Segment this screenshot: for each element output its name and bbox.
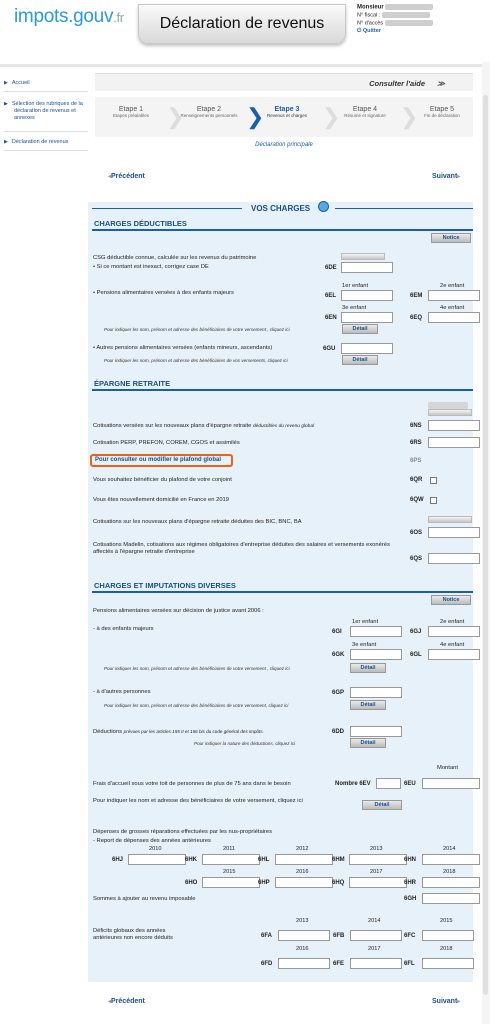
step-3: Etape 3 Revenus et charges	[266, 106, 308, 118]
input-6HM[interactable]	[349, 854, 407, 865]
page-title: Déclaration de revenus	[138, 4, 346, 44]
prev-button[interactable]: ◂Précédent	[108, 998, 145, 1005]
quit-link[interactable]: ⏻ Quitter	[357, 27, 381, 34]
detail-button[interactable]: Détail	[362, 800, 402, 810]
input-6OS[interactable]	[428, 527, 480, 538]
subnav-declaration[interactable]: Déclaration principale	[255, 142, 313, 148]
year-label: 2011	[223, 846, 236, 852]
section-vos-charges: VOS CHARGES	[247, 204, 314, 213]
section-title: CHARGES ET IMPUTATIONS DIVERSES	[94, 581, 236, 590]
input-6HK[interactable]	[202, 854, 260, 865]
input-6HO[interactable]	[202, 877, 260, 888]
chevron-down-icon: ≫	[437, 79, 445, 88]
field-code: 6HO	[185, 880, 198, 886]
detail-button[interactable]: Détail	[350, 700, 386, 710]
step-4: Etape 4 Résumé et signature	[344, 106, 386, 118]
prefilled-bar	[341, 253, 385, 260]
input-6FC[interactable]	[422, 930, 474, 941]
sidebar-item-accueil[interactable]: ▶ Accueil	[4, 80, 30, 86]
input-6DE[interactable]	[341, 262, 393, 273]
masked-value	[428, 402, 468, 409]
notice-button[interactable]: Notice	[431, 233, 471, 243]
user-info: Monsieur N° fiscal : N° d'accès ⏻ Quitter	[357, 4, 433, 35]
input-6GK[interactable]	[350, 649, 402, 660]
arrow-icon: ▶	[4, 80, 8, 86]
input-6FL[interactable]	[422, 958, 474, 969]
section-title: ÉPARGNE RETRAITE	[94, 379, 171, 388]
input-6EM[interactable]	[428, 290, 480, 301]
year-label: 2016	[296, 869, 309, 875]
step-5: Etape 5 Fin de déclaration	[424, 106, 460, 118]
field-code: 6HJ	[112, 857, 124, 863]
info-icon[interactable]	[318, 201, 329, 212]
input-6EN[interactable]	[341, 312, 393, 323]
detail-button[interactable]: Détail	[350, 738, 386, 748]
prefilled-bar	[428, 409, 472, 416]
input-6EQ[interactable]	[428, 312, 480, 323]
input-6FD[interactable]	[278, 958, 330, 969]
input-6GU[interactable]	[341, 343, 393, 354]
input-6HN[interactable]	[422, 854, 480, 865]
year-label: 2012	[296, 846, 309, 852]
section-title: CHARGES DÉDUCTIBLES	[94, 219, 187, 228]
field-code: 6FD	[261, 961, 273, 967]
field-code: 6HM	[332, 857, 345, 863]
year-label: 2014	[443, 846, 456, 852]
year-label: 2013	[370, 846, 383, 852]
arrow-icon: ▶	[4, 139, 8, 145]
input-6NS[interactable]	[428, 420, 480, 431]
step-2[interactable]: Etape 2 Renseignements personnels	[180, 106, 238, 118]
help-bar[interactable]: Consulter l'aide ≫	[95, 73, 473, 91]
detail-button[interactable]: Détail	[342, 355, 378, 365]
year-label: 2017	[370, 869, 383, 875]
prefilled-bar	[428, 516, 472, 523]
checkbox-6QW[interactable]	[430, 497, 437, 504]
sidebar-item-selection[interactable]: ▶ Sélection des rubriques de la déclaration de revenus et annexes	[4, 101, 83, 121]
plafond-global-link[interactable]: Pour consulter ou modifier le plafond global	[90, 454, 233, 467]
field-code: 6HR	[404, 880, 417, 886]
year-label: 2017	[368, 946, 381, 952]
field-code: 6FE	[333, 961, 345, 967]
year-label: 2015	[223, 869, 236, 875]
chevron-right-icon: ❯	[166, 104, 185, 129]
chevron-right-icon: ❯	[322, 104, 341, 129]
input-6FB[interactable]	[350, 930, 402, 941]
year-label: 2016	[296, 946, 309, 952]
year-label: 2018	[440, 946, 453, 952]
input-6DD[interactable]	[350, 726, 402, 737]
year-label: 2010	[149, 846, 162, 852]
input-6GH[interactable]	[422, 893, 480, 904]
input-6GP[interactable]	[350, 687, 402, 698]
input-6HL[interactable]	[275, 854, 333, 865]
checkbox-6QR[interactable]	[430, 477, 437, 484]
step-1[interactable]: Etape 1 Etapes préalables	[112, 106, 150, 118]
chevron-right-icon: ❯	[400, 104, 419, 129]
field-code: 6HN	[404, 857, 417, 863]
input-6EL[interactable]	[341, 290, 393, 301]
field-code: 6HP	[258, 880, 270, 886]
field-code: 6FC	[404, 933, 416, 939]
field-code: 6FL	[404, 961, 415, 967]
detail-button[interactable]: Détail	[342, 324, 378, 334]
arrow-icon: ▶	[4, 101, 8, 107]
year-label: 2014	[368, 918, 381, 924]
input-6GI[interactable]	[350, 626, 402, 637]
next-button[interactable]: Suivant▸	[432, 998, 461, 1005]
input-6FA[interactable]	[278, 930, 330, 941]
year-label: 2015	[440, 918, 453, 924]
input-6RS[interactable]	[428, 437, 480, 448]
field-code: 6FA	[261, 933, 273, 939]
field-code: 6HL	[258, 857, 270, 863]
chevron-right-icon: ❯	[246, 104, 265, 129]
input-6FE[interactable]	[350, 958, 402, 969]
year-label: 2018	[443, 869, 456, 875]
notice-button[interactable]: Notice	[431, 595, 471, 605]
field-code: 6HK	[185, 857, 198, 863]
sidebar-item-declaration[interactable]: ▶ Déclaration de revenus	[4, 139, 69, 145]
field-code: 6HQ	[332, 880, 345, 886]
scrollbar-thumb[interactable]	[483, 95, 488, 995]
input-6GJ[interactable]	[428, 626, 480, 637]
field-code: 6FB	[333, 933, 345, 939]
input-6GL[interactable]	[428, 649, 480, 660]
input-6HQ[interactable]	[349, 877, 407, 888]
header-divider	[0, 64, 490, 67]
next-button[interactable]: Suivant▸	[432, 173, 461, 180]
prev-button[interactable]: ◂Précédent	[108, 173, 145, 180]
input-6HP[interactable]	[275, 877, 333, 888]
detail-button[interactable]: Détail	[350, 663, 386, 673]
input-6EU[interactable]	[422, 778, 480, 789]
site-logo[interactable]: impots.gouv.fr	[14, 6, 124, 27]
input-6HJ[interactable]	[128, 854, 186, 865]
year-label: 2013	[296, 918, 309, 924]
masked-name	[385, 4, 433, 10]
input-6QS[interactable]	[428, 553, 480, 564]
input-6EV[interactable]	[376, 778, 401, 789]
input-6HR[interactable]	[422, 877, 480, 888]
